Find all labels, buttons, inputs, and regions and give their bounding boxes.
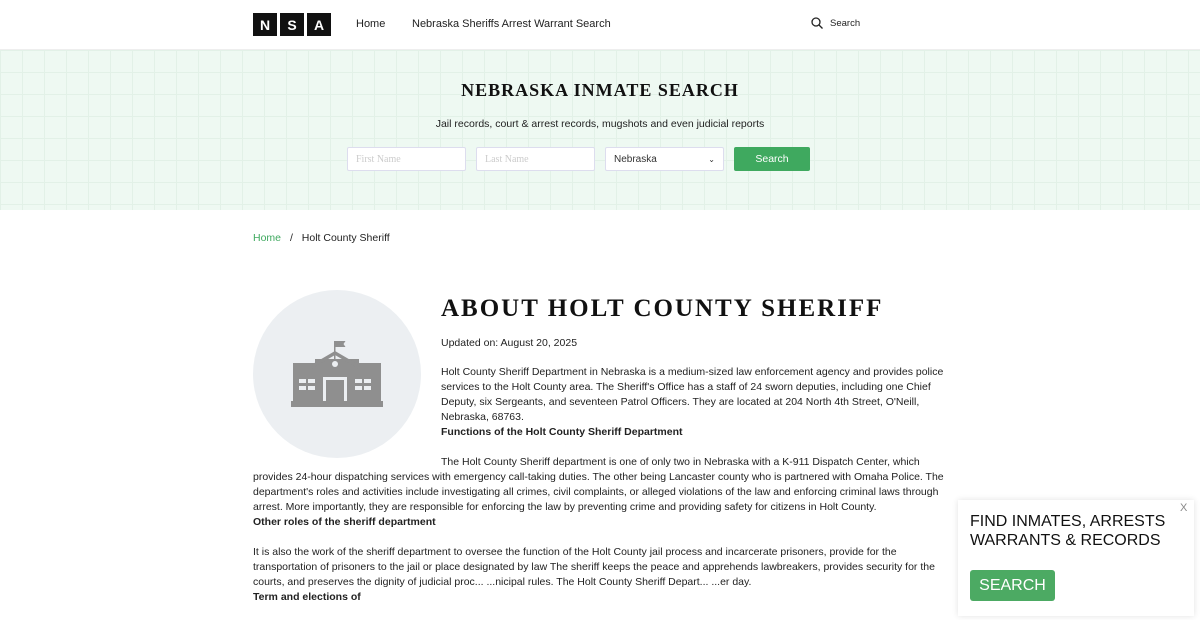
promo-banner xyxy=(958,500,1194,616)
first-name-input[interactable]: First Name xyxy=(347,147,466,171)
banner-line: WARRANTS & RECORDS xyxy=(970,532,1161,549)
logo-letter: N xyxy=(253,13,277,36)
hero-title: NEBRASKA INMATE SEARCH xyxy=(461,80,739,100)
courthouse-icon xyxy=(289,339,385,409)
logo-letter: A xyxy=(307,13,331,36)
breadcrumb xyxy=(253,232,390,244)
search-label: Search xyxy=(830,17,861,29)
section-heading: Term and elections of xyxy=(253,591,361,603)
nav-home[interactable]: Home xyxy=(356,18,386,30)
article-paragraph: The Holt County Sheriff department is one of only two in Nebraska with a K-911 Dispatch Center, which provides 24-hour dispatching services with emergency call-taking duties. The other being Lancaster county who is partnered with Omaha Police. The department's roles and activities include investigating all crimes, civil complaints, or alleged violations of the law and enforcing criminal laws through arrest. More importantly, they are responsible for enforcing the law by preventing crime and providing safety for citizens in Holt County. xyxy=(253,456,944,513)
breadcrumb-home[interactable]: Home xyxy=(253,232,282,244)
article-paragraph: It is also the work of the sheriff department to oversee the function of the Holt County jail process and incarcerate prisoners, provide for the transportation of prisoners to the jail or place designated by law The sheriff keeps the peace and apprehends lawbreakers, provides security for the courts, and preserves the dignity of judicial proc... ...nicipal rules. The Holt County Sheriff Depart... ...er day. xyxy=(253,546,935,588)
last-name-input[interactable]: Last Name xyxy=(476,147,595,171)
logo-letter: S xyxy=(280,13,304,36)
banner-text xyxy=(970,512,1165,550)
article xyxy=(253,290,947,605)
banner-search-button[interactable]: SEARCH xyxy=(970,570,1055,601)
site-header xyxy=(0,0,1200,50)
building-image xyxy=(253,290,421,458)
search-button[interactable]: Search xyxy=(734,147,810,171)
section-heading: Other roles of the sheriff department xyxy=(253,516,436,528)
article-title: ABOUT HOLT COUNTY SHERIFF xyxy=(441,295,884,322)
nav-arrest-warrant-search[interactable]: Nebraska Sheriffs Arrest Warrant Search xyxy=(412,18,611,30)
chevron-down-icon: ⌄ xyxy=(708,154,715,164)
header-search[interactable] xyxy=(811,17,860,29)
article-paragraph: Holt County Sheriff Department in Nebraska is a medium-sized law enforcement agency and provides police services to the Holt County area. The Sheriff's Office has a staff of 24 sworn deputies, including one Chief Deputy, six Sergeants, and seventeen Patrol Officers. They are located at 204 North 4th Street, O'Neill, Nebraska, 68763. xyxy=(441,366,944,423)
search-icon xyxy=(811,17,823,29)
state-select[interactable] xyxy=(605,147,724,171)
updated-date: Updated on: August 20, 2025 xyxy=(441,337,578,349)
hero-search xyxy=(0,50,1200,210)
breadcrumb-separator: / xyxy=(289,232,293,244)
nsa-logo[interactable] xyxy=(253,13,331,36)
breadcrumb-current: Holt County Sheriff xyxy=(301,232,390,244)
close-icon[interactable]: X xyxy=(1180,502,1188,514)
banner-line: FIND INMATES, ARRESTS xyxy=(970,513,1166,530)
section-heading: Functions of the Holt County Sheriff Department xyxy=(441,426,683,438)
hero-subtitle: Jail records, court & arrest records, mugshots and even judicial reports xyxy=(435,118,765,130)
state-value: Nebraska xyxy=(614,153,657,165)
